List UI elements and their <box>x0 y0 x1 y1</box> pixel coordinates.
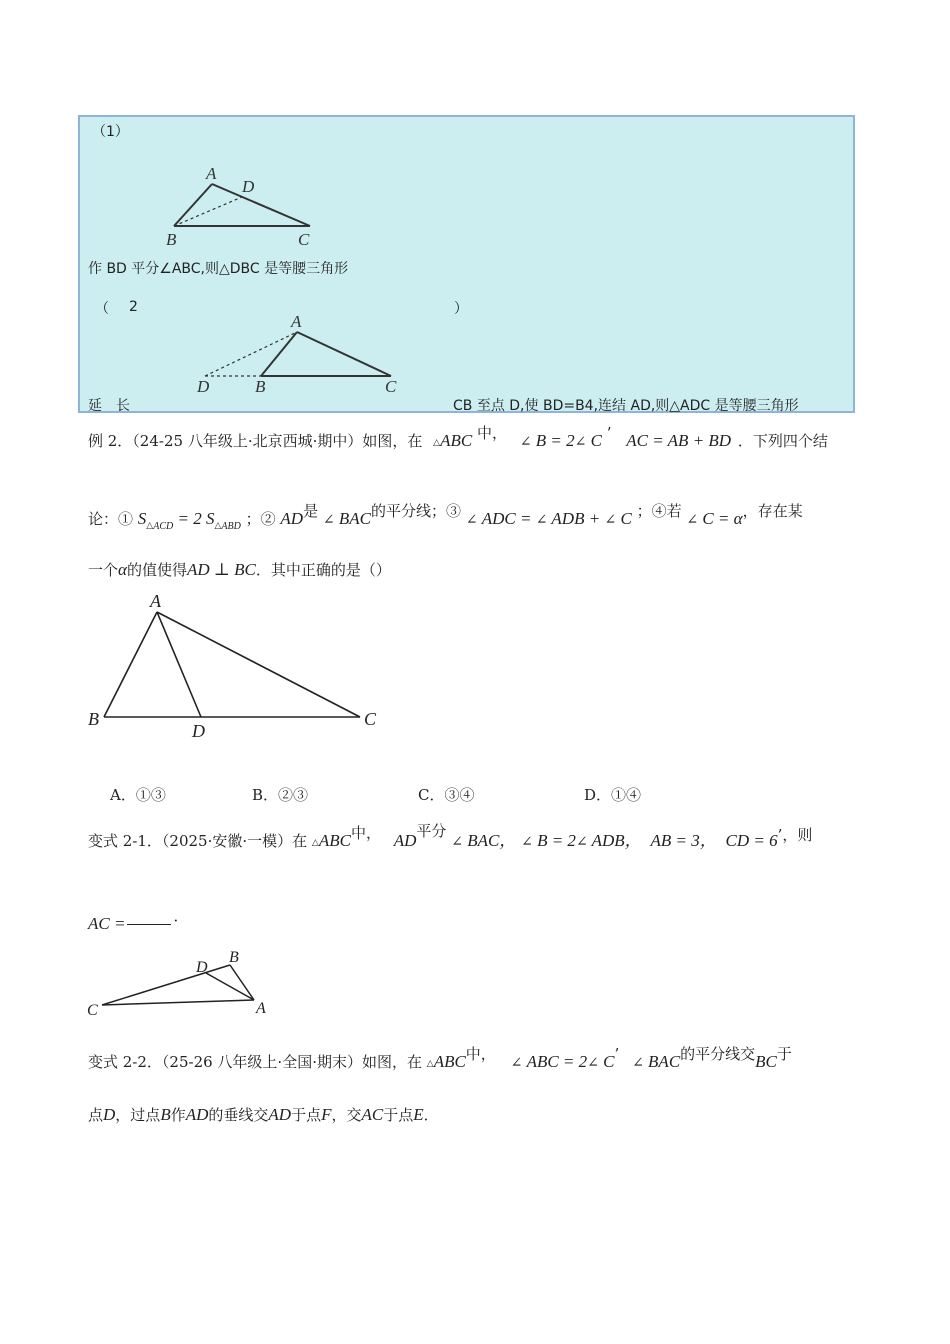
ex2-calpha: C = α <box>702 509 743 528</box>
ex2-s2-sub: ABD <box>221 521 241 532</box>
item2-rparen: ） <box>454 301 468 317</box>
angle-icon: ∠ <box>604 513 617 528</box>
ex2-adc: ADC = <box>481 509 532 528</box>
angle-icon: ∠ <box>574 435 587 450</box>
ex2-option-b: B．②③ <box>252 786 309 804</box>
angle-icon: ∠ <box>521 835 533 850</box>
v22-ac: AC <box>361 1105 384 1124</box>
v22-line2-h: ． <box>423 1106 439 1124</box>
v22-line2 <box>88 1104 439 1125</box>
ex2-bisector: 的平分线；③ <box>370 502 461 520</box>
answer-blank[interactable] <box>127 924 171 925</box>
fig1-label-b: B <box>166 230 177 249</box>
fig2-label-b: B <box>255 377 266 396</box>
ex2-option-c: C．③④ <box>418 786 475 804</box>
v22-intro: 变式 2-2．（25-26 八年级上·全国·期末）如图，在 <box>88 1053 422 1071</box>
ex2-c3: C <box>620 509 632 528</box>
fig2-label-d: D <box>197 377 210 396</box>
ex2-line1 <box>88 422 828 451</box>
ex2-fig-label-d: D <box>192 721 205 741</box>
v22-bc: BC <box>755 1052 777 1071</box>
item1-label: （1） <box>92 124 129 140</box>
figure-2 <box>195 310 415 400</box>
v22-line2-c: 作 <box>170 1106 186 1124</box>
v21-line2 <box>88 905 188 934</box>
ex2-cond2: AC = AB + BD <box>626 431 732 450</box>
v22-line2-b: ，过点 <box>115 1106 161 1124</box>
v22-comma: ’ <box>614 1045 620 1063</box>
angle-icon: ∠ <box>465 513 478 528</box>
v22-c: C <box>603 1052 615 1071</box>
v21-cd6: CD = 6 <box>725 831 778 850</box>
triangle-icon: △ <box>426 1058 434 1068</box>
ex2-alpha: α <box>118 560 127 579</box>
angle-icon: ∠ <box>519 435 532 450</box>
v22-abc: ABC <box>433 1052 466 1071</box>
v21-adb: ADB， <box>591 831 642 850</box>
v21-fig-label-a: A <box>256 1000 266 1017</box>
v22-zhong: 中， <box>465 1045 496 1063</box>
ex2-tail2: ，存在某 <box>742 502 803 520</box>
v21-zhong: 中， <box>350 824 381 842</box>
fig2-ac <box>297 332 391 376</box>
ex2-fig-label-a: A <box>150 591 161 611</box>
item2-desc-right: CB 至点 D,使 BD=B4,连结 AD,则△ADC 是等腰三角形 <box>453 398 799 414</box>
ex2-option-d: D．①④ <box>584 786 642 804</box>
ex2-semi3: ；④若 <box>636 502 682 520</box>
ex2-fig-label-c: C <box>364 709 377 729</box>
v21-fig-ad <box>206 973 254 1000</box>
v21-fig-ca <box>102 1000 254 1005</box>
ex2-tail: ．下列四个结 <box>737 432 828 450</box>
angle-icon: ∠ <box>510 1056 523 1071</box>
ex2-bac: BAC <box>338 509 371 528</box>
fig1-label-d: D <box>242 177 255 196</box>
v22-b: B <box>160 1105 171 1124</box>
ex2-option-a: A．①③ <box>110 786 166 804</box>
fig2-ab <box>261 332 297 376</box>
angle-icon: ∠ <box>632 1056 644 1071</box>
ex2-semi1: ；② <box>245 510 276 528</box>
ex2-abc: ABC <box>440 431 473 450</box>
v22-d: D <box>103 1105 116 1124</box>
v22-line2-g: 于点 <box>383 1106 414 1124</box>
triangle-icon: △ <box>214 520 222 530</box>
ex2-line3 <box>88 559 391 580</box>
ex2-cond1-c: C <box>590 431 602 450</box>
ex2-s1-sub: ACD <box>153 521 174 532</box>
angle-icon: ∠ <box>322 513 335 528</box>
ex2-line2-lead: 论：① <box>88 510 134 528</box>
v21-ab3: AB = 3， <box>650 831 717 850</box>
v22-bac: BAC <box>648 1052 681 1071</box>
angle-icon: ∠ <box>451 835 463 850</box>
figure-v21 <box>84 945 284 1020</box>
ex2-shi: 是 <box>303 502 319 520</box>
v22-yu: 于 <box>776 1045 792 1063</box>
triangle-icon: △ <box>311 837 319 847</box>
v21-fig-label-b: B <box>229 949 239 966</box>
ex2-adb: ADB + <box>551 509 601 528</box>
ex2-eq2: = 2 <box>177 509 202 528</box>
triangle-icon: △ <box>146 520 154 530</box>
ex2-line3-c: ．其中正确的是（） <box>255 561 391 579</box>
fig2-label-a: A <box>291 312 302 331</box>
v22-line2-a: 点 <box>88 1106 104 1124</box>
v21-bac: BAC， <box>467 831 517 850</box>
v22-ad2: AD <box>268 1105 292 1124</box>
v22-e: E <box>413 1105 424 1124</box>
ex2-line3-a: 一个 <box>88 561 119 579</box>
angle-icon: ∠ <box>587 1056 599 1071</box>
fig1-ab <box>174 184 212 226</box>
v22-ad1: AD <box>185 1105 209 1124</box>
v21-fig-label-d: D <box>196 959 208 976</box>
ex2-comma: ’ <box>606 424 612 442</box>
fig1-ac <box>212 184 310 226</box>
item1-desc: 作 BD 平分∠ABC,则△DBC 是等腰三角形 <box>88 261 349 277</box>
angle-icon: ∠ <box>575 835 588 850</box>
v22-line2-e: 于点 <box>291 1106 322 1124</box>
fig1-label-c: C <box>298 230 310 249</box>
v22-line2-d: 的垂线交 <box>208 1106 269 1124</box>
v21-pingfen: 平分 <box>416 822 447 840</box>
item2-num: 2 <box>129 299 138 315</box>
v21-b2: B = 2 <box>537 831 576 850</box>
angle-icon: ∠ <box>535 513 548 528</box>
v22-bisector: 的平分线交 <box>680 1045 756 1063</box>
figure-ex2 <box>80 590 390 740</box>
ex2-s1: S <box>137 509 147 528</box>
v21-intro: 变式 2-1．（2025·安徽·一模）在 <box>88 832 308 850</box>
ex2-ad: AD <box>280 509 304 528</box>
fig2-da-dashed <box>205 332 297 376</box>
ex2-perp: AD ⊥ BC <box>186 560 256 579</box>
v21-abc: ABC <box>318 831 351 850</box>
ex2-line2 <box>88 500 803 532</box>
angle-icon: ∠ <box>686 513 699 528</box>
ex2-line3-b: 的值使得 <box>126 561 187 579</box>
ex2-fig-ab <box>104 612 157 717</box>
item2-desc-left: 延 长 <box>88 398 130 414</box>
v22-abc2: ABC = 2 <box>526 1052 588 1071</box>
ex2-fig-ac <box>157 612 360 717</box>
ex2-intro: 例 2．（24-25 八年级上·北京西城·期中）如图，在 <box>88 432 423 450</box>
figure-1 <box>160 160 330 250</box>
ex2-cond1: B = 2 <box>535 431 575 450</box>
v21-ze: ’，则 <box>777 826 813 844</box>
ex2-fig-label-b: B <box>88 709 99 729</box>
v21-ac: AC = <box>88 914 126 933</box>
triangle-icon: △ <box>433 437 441 447</box>
fig1-bd <box>174 197 242 226</box>
v21-period: ． <box>173 907 189 925</box>
item2-lparen: （ <box>95 301 109 317</box>
fig1-label-a: A <box>206 164 217 183</box>
v22-f: F <box>321 1105 332 1124</box>
ex2-fig-ad <box>157 612 201 717</box>
fig2-label-c: C <box>385 377 397 396</box>
v21-fig-label-c: C <box>87 1002 98 1019</box>
v22-line2-f: ，交 <box>331 1106 362 1124</box>
ex2-s2: S <box>205 509 215 528</box>
v21-ad: AD <box>393 831 417 850</box>
ex2-zhong: 中， <box>476 424 507 442</box>
v21-line1 <box>88 820 812 851</box>
v21-fig-cb <box>102 965 230 1005</box>
v21-fig-ba <box>230 965 254 1000</box>
v22-line1 <box>88 1043 792 1072</box>
